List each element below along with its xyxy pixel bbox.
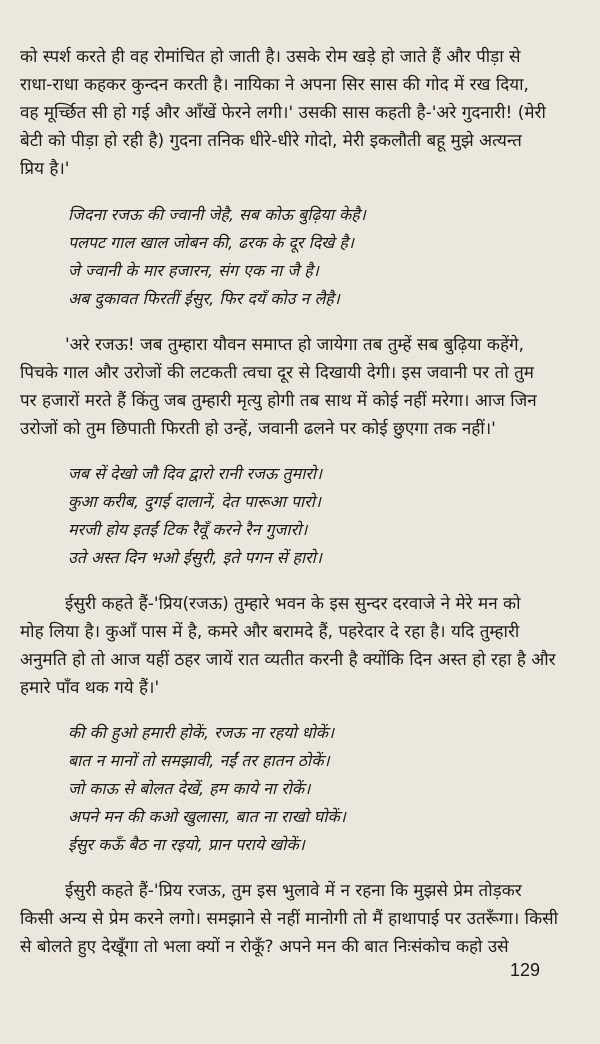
verse-line: ईसुर कऊँ बैठ ना रइयो, प्रान पराये खोकें। [68,835,305,854]
text-line: प्रिय है।' [20,159,70,179]
verse-line: बात न मानों तो समझावी, नईं तर हातन ठोकें। [68,751,330,770]
text-line: वह मूर्च्छित सी हो गई और आँखें फेरने लगी।' उसकी सास कहती है-'अरे गुदनारी! (मेरी [20,103,546,123]
text-line: 'अरे रजऊ! जब तुम्हारा यौवन समाप्त हो जायेगा तब तुम्हें सब बुढ़िया कहेंगे, [65,335,524,355]
text-line: पर हजारों मरते हैं किंतु जब तुम्हारी मृत्यु होगी तब साथ में कोई नहीं मरेगा। आज जिन [20,391,537,411]
text-line: ईसुरी कहते हैं-'प्रिय रजऊ, तुम इस भुलावे में न रहना कि मुझसे प्रेम तोड़कर [65,881,522,901]
text-line: हमारे पाँव थक गये हैं।' [20,678,160,698]
text-line: किसी अन्य से प्रेम करने लगो। समझाने से नहीं मानोगी तो मैं हाथापाई पर उतरूँगा। किसी [20,909,559,929]
verse-line: कुआ करीब, दुगई दालानें, देत पारूआ पारो। [68,492,321,511]
verse-line: पलपट गाल खाल जोबन की, ढरक के दूर दिखे है। [68,233,354,252]
text-line: को स्पर्श करते ही वह रोमांचित हो जाती है। उसके रोम खड़े हो जाते हैं और पीड़ा से [20,47,521,67]
verse-line: उते अस्त दिन भओ ईसुरी, इते पगन सें हारो। [68,548,322,567]
text-line: पिचके गाल और उरोजों की लटकती त्वचा दूर से दिखायी देगी। इस जवानी पर तो तुम [20,363,534,383]
verse-line: अपने मन की कओ खुलासा, बात ना राखो घोकें। [68,807,346,826]
text-line: से बोलते हुए देखूँगा तो भला क्यों न रोकूँ? अपने मन की बात निःसंकोच कहो उसे [20,937,509,957]
text-line: ईसुरी कहते हैं-'प्रिय(रजऊ) तुम्हारे भवन के इस सुन्दर दरवाजे ने मेरे मन को [65,594,521,614]
page-number: 129 [510,960,541,980]
text-line: बेटी को पीड़ा हो रही है) गुदना तनिक धीरे-धीरे गोदो, मेरी इकलौती बहू मुझे अत्यन्त [20,131,522,151]
verse-line: जो काऊ से बोलत देखें, हम काये ना रोकें। [68,779,311,798]
verse-line: जब सें देखो जौ दिव द्वारो रानी रजऊ तुमारो। [68,464,323,483]
verse-line: जिदना रजऊ की ज्वानी जेहै, सब कोऊ बुढ़िया केहै। [68,205,366,224]
verse-line: जे ज्वानी के मार हजारन, संग एक ना जै है। [68,261,319,280]
text-line: मोह लिया है। कुआँ पास में है, कमरे और बरामदे हैं, पहरेदार दे रहा है। यदि तुम्हारी [20,622,520,642]
verse-line: की की हुओ हमारी होकें, रजऊ ना रहयो धोकें। [68,723,335,742]
text-line: अनुमति हो तो आज यहीं ठहर जायें रात व्यतीत करनी है क्योंकि दिन अस्त हो रहा है और [20,650,556,670]
verse-line: अब दुकावत फिरतीं ईसुर, फिर दयँ कोउ न लैहै। [68,289,340,308]
verse-line: मरजी होय इतईं टिक रैवूँ करने रैन गुजारो। [68,520,308,539]
text-line: राधा-राधा कहकर कुन्दन करती है। नायिका ने अपना सिर सास की गोद में रख दिया, [20,75,529,95]
text-line: उरोजों को तुम छिपाती फिरती हो उन्हें, जवानी ढलने पर कोई छुएगा तक नहीं।' [20,419,496,439]
